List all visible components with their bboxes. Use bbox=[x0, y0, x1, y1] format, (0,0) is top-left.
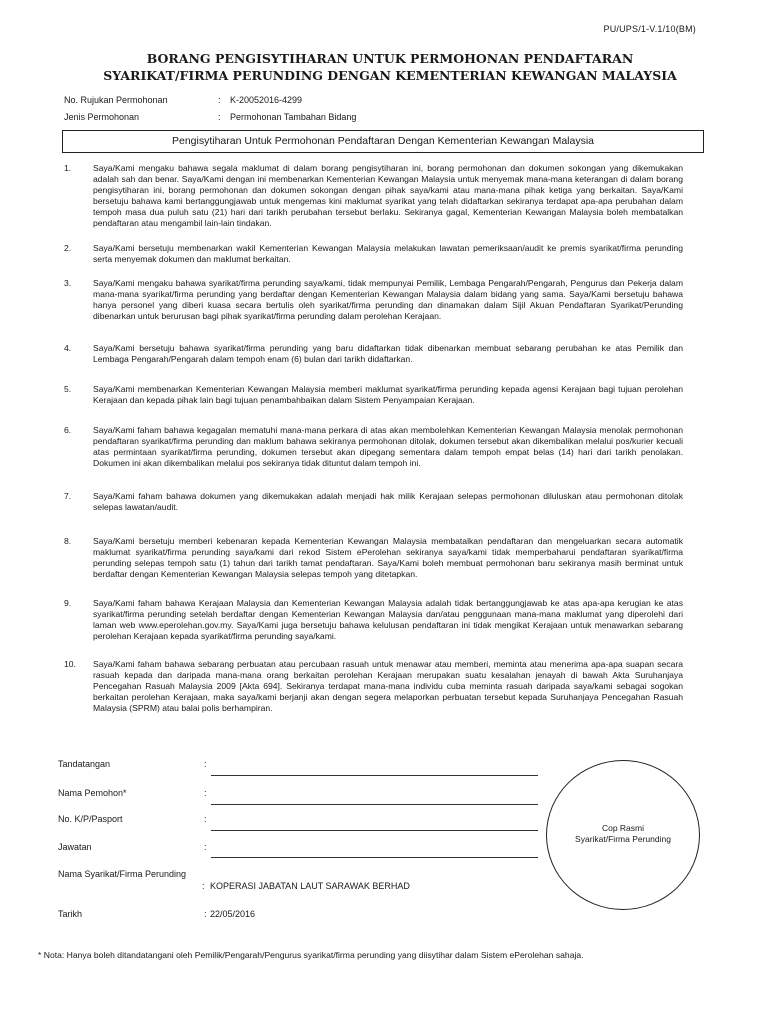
id-number-label: No. K/P/Pasport bbox=[58, 814, 123, 824]
application-type-value: Permohonan Tambahan Bidang bbox=[230, 112, 357, 122]
declaration-text: Saya/Kami faham bahawa Kerajaan Malaysia dan Kementerian Kewangan Malaysia adalah tidak bertanggungjawab ke atas apa-apa kerugian ke atas syarikat/firma perunding setelah berdaftar dengan Kementerian Kewangan Malaysia dan/atau penggunaan mana-mana maklumat yang diperolehi dari laman web www.eperolehan.gov.my. Saya/Kami juga bersetuju bahawa kelulusan pendaftaran ini tidak mengikat Kerajaan untuk menawarkan sebarang perolehan Kerajaan kepada syarikat/firma perunding saya/kami. bbox=[93, 598, 683, 641]
declaration-text: Saya/Kami mengaku bahawa syarikat/firma perunding saya/kami, tidak mempunyai Pemilik, Lembaga Pengarah/Pengarah, Pengurus dan Pekerja dalam mana-mana syarikat/firma perunding yang berdaftar dengan Kementerian Kewangan Malaysia dalam bidang yang sama. Saya/Kami bersetuju bahawa hanya personel yang diberi kuasa secara bertulis oleh syarikat/firma perunding dan dinamakan dalam Sijil Akuan Pendaftaran Syarikat/Perunding dibenarkan untuk berurusan bagi pihak syarikat/firma perunding dalam perolehan Kerajaan. bbox=[93, 278, 683, 321]
position-colon: : bbox=[204, 842, 207, 852]
stamp-label-line-1: Cop Rasmi bbox=[601, 823, 645, 833]
declaration-number: 7. bbox=[64, 491, 72, 501]
declaration-number: 6. bbox=[64, 425, 72, 435]
position-label: Jawatan bbox=[58, 842, 92, 852]
id-number-line[interactable] bbox=[211, 830, 538, 831]
declaration-text: Saya/Kami bersetuju memberi kebenaran kepada Kementerian Kewangan Malaysia membatalkan pendaftaran dan mengeluarkan secara automatik maklumat syarikat/firma perunding saya/kami dari rekod Sistem ePerolehan sekiranya saya/kami tidak memperbaharui pendaftaran syarikat/firma perunding selepas tempoh satu (1) tahun dari tarikh tamat pendaftaran. Saya/Kami boleh membuat permohonan baru sekiranya masih berminat untuk berdaftar dengan Kementerian Kewangan Malaysia selepas tempoh yang ditetapkan. bbox=[93, 536, 683, 579]
reference-number-value: K-20052016-4299 bbox=[230, 95, 303, 105]
form-title-line-1: BORANG PENGISYTIHARAN UNTUK PERMOHONAN PENDAFTARAN bbox=[146, 51, 634, 66]
form-title-line-2: SYARIKAT/FIRMA PERUNDING DENGAN KEMENTERIAN KEWANGAN MALAYSIA bbox=[103, 68, 677, 83]
declaration-number: 10. bbox=[64, 659, 76, 669]
declaration-text: Saya/Kami bersetuju membenarkan wakil Kementerian Kewangan Malaysia melakukan lawatan pemeriksaan/audit ke premis syarikat/firma perunding serta menyemak dokumen dan maklumat berkaitan. bbox=[93, 243, 683, 264]
reference-number-colon: : bbox=[218, 95, 221, 105]
declaration-number: 4. bbox=[64, 343, 72, 353]
id-number-colon: : bbox=[204, 814, 207, 824]
declaration-number: 3. bbox=[64, 278, 72, 288]
signature-label: Tandatangan bbox=[58, 759, 111, 769]
footnote: * Nota: Hanya boleh ditandatangani oleh Pemilik/Pengarah/Pengurus syarikat/firma perunding yang diisytihar dalam Sistem ePerolehan sahaja. bbox=[38, 950, 584, 960]
declaration-text: Saya/Kami bersetuju bahawa syarikat/firma perunding yang baru didaftarkan tidak dibenarkan membuat sebarang perubahan ke atas Pemilik dan Lembaga Pengarah/Pengarah dalam tempoh enam (6) bulan dari tarikh didaftarkan. bbox=[93, 343, 683, 364]
company-name-label: Nama Syarikat/Firma Perunding bbox=[58, 869, 187, 879]
declaration-number: 1. bbox=[64, 163, 72, 173]
company-name-colon: : bbox=[202, 881, 205, 891]
declaration-number: 5. bbox=[64, 384, 72, 394]
application-type-colon: : bbox=[218, 112, 221, 122]
applicant-name-label: Nama Pemohon* bbox=[58, 788, 127, 798]
date-colon: : bbox=[204, 909, 207, 919]
position-line[interactable] bbox=[211, 857, 538, 858]
declaration-text: Saya/Kami membenarkan Kementerian Kewangan Malaysia memberi maklumat syarikat/firma perunding kepada agensi Kerajaan bagi tujuan perolehan Kerajaan dan kepada pihak lain bagi tujuan penambahbaikan dalam Sistem Penyampaian Kerajaan. bbox=[93, 384, 683, 405]
section-title: Pengisytiharan Untuk Permohonan Pendaftaran Dengan Kementerian Kewangan Malaysia bbox=[171, 135, 594, 147]
form-code: PU/UPS/1-V.1/10(BM) bbox=[603, 24, 696, 34]
declaration-number: 8. bbox=[64, 536, 72, 546]
company-stamp-circle bbox=[546, 760, 700, 910]
declaration-number: 9. bbox=[64, 598, 72, 608]
application-type-label: Jenis Permohonan bbox=[64, 112, 140, 122]
applicant-name-line[interactable] bbox=[211, 804, 538, 805]
declaration-text: Saya/Kami faham bahawa sebarang perbuatan atau percubaan rasuah untuk menawar atau memberi, meminta atau menerima apa-apa suapan secara rasuah kepada dan daripada mana-mana orang berkaitan perolehan Kerajaan merupakan suatu kesalahan jenayah di bawah Akta Suruhanjaya Pencegahan Rasuah Malaysia 2009 [Akta 694]. Sekiranya terdapat mana-mana individu cuba meminta rasuah daripada saya/kami sebagai sogokan berkaitan perolehan Kerajaan, maka saya/kami berjanji akan dengan segera melaporkan perbuatan tersebut kepada Suruhanjaya Pencegahan Rasuah Malaysia (SPRM) atau balai polis berhampiran. bbox=[93, 659, 683, 713]
reference-number-label: No. Rujukan Permohonan bbox=[64, 95, 168, 105]
stamp-label-line-2: Syarikat/Firma Perunding bbox=[575, 834, 671, 844]
declaration-text: Saya/Kami faham bahawa dokumen yang dikemukakan adalah menjadi hak milik Kerajaan selepas permohonan diluluskan atau permohonan ditolak selepas lawatan/audit. bbox=[93, 491, 683, 512]
declaration-number: 2. bbox=[64, 243, 72, 253]
applicant-name-colon: : bbox=[204, 788, 207, 798]
section-title-box bbox=[62, 130, 704, 153]
declaration-text: Saya/Kami mengaku bahawa segala maklumat di dalam borang pengisytiharan ini, borang permohonan dan dokumen sokongan yang dikemukakan adalah sah dan benar. Saya/Kami dengan ini membenarkan Kementerian Kewangan Malaysia untuk menyemak mana-mana keterangan di dalam borang pengisytiharan ini, borang permohonan dan dokumen sokongan dengan pihak saya/kami atau mana-mana pihak ketiga yang berkaitan. Saya/Kami bersetuju bahawa kami bertanggungjawab untuk mengemas kini maklumat syarikat yang telah didaftarkan sekiranya terdapat apa-apa perubahan dalam tempoh masa dua puluh satu (21) hari dari tarikh perubahan tersebut berlaku. Sekiranya gagal, Kementerian Kewangan Malaysia boleh membatalkan pendaftaran atau mengambil lain-lain tindakan. bbox=[93, 163, 683, 228]
company-name-value: KOPERASI JABATAN LAUT SARAWAK BERHAD bbox=[210, 881, 410, 891]
date-value: 22/05/2016 bbox=[210, 909, 256, 919]
signature-colon: : bbox=[204, 759, 207, 769]
declaration-text: Saya/Kami faham bahawa kegagalan mematuhi mana-mana perkara di atas akan membolehkan Kementerian Kewangan Malaysia menolak permohonan pendaftaran syarikat/firma perunding dan maklum bahawa sekiranya permohonan ditolak, dokumen tersebut akan dikembalikan melalui pos/kurier kecuali atas permintaan syarikat/firma perunding, dokumen tersebut akan dipegang sementara dalam tempoh empat belas (14) hari dari tarikh penolakan. Dokumen ini akan dikembalikan melalui pos sekiranya tidak dituntut dalam tempoh ini. bbox=[93, 425, 683, 468]
signature-line[interactable] bbox=[211, 775, 538, 776]
form-title bbox=[70, 50, 710, 84]
date-label: Tarikh bbox=[58, 909, 83, 919]
